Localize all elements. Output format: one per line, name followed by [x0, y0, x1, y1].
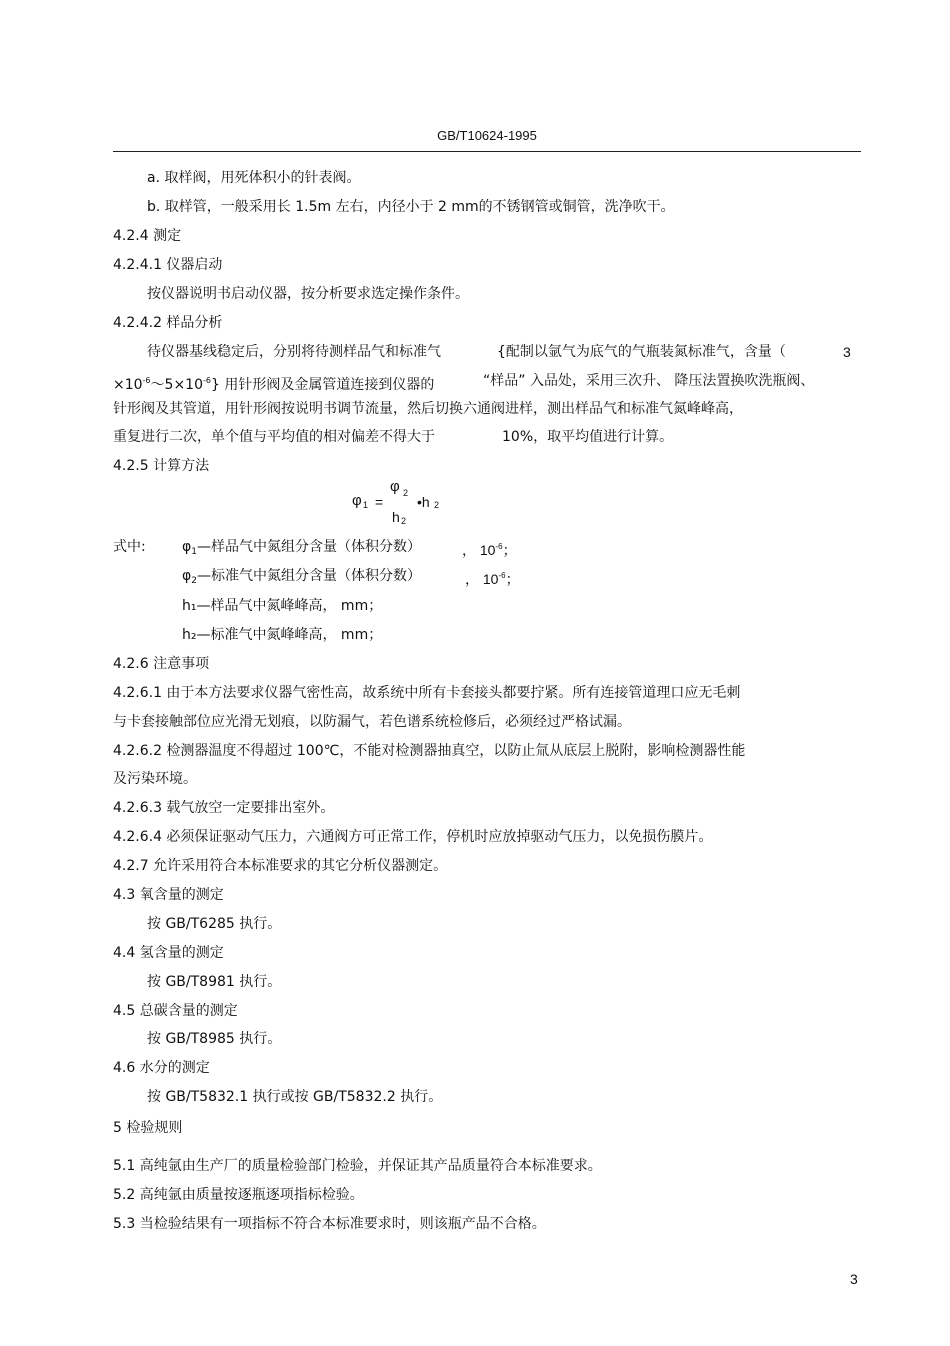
superscript: -6: [142, 376, 151, 385]
header-rule: [113, 151, 861, 152]
page-number: 3: [850, 1271, 858, 1287]
paragraph-4-2-6-3: 4.2.6.3 载气放空一定要排出室外。: [113, 800, 335, 816]
formula-denominator: h: [392, 509, 400, 525]
section-4-2-4-2-heading: 4.2.4.2 样品分析: [113, 315, 223, 331]
section-4-4-heading: 4.4 氢含量的测定: [113, 945, 224, 961]
document-header-id: GB/T10624-1995: [437, 128, 537, 143]
paragraph-4-2-7: 4.2.7 允许采用符合本标准要求的其它分析仪器测定。: [113, 858, 448, 874]
text-fragment: ×10: [113, 377, 143, 393]
where-label: 式中:: [113, 539, 146, 555]
formula-multiplier: •h: [417, 494, 430, 510]
paragraph-5-1: 5.1 高纯氩由生产厂的质量检验部门检验，并保证其产品质量符合本标准要求。: [113, 1158, 602, 1174]
paragraph-4-2-6-2-line2: 及污染环境。: [113, 771, 197, 787]
formula-multiplier-subscript: 2: [434, 500, 440, 510]
subscript: 2: [191, 576, 197, 586]
paragraph-4-2-6-1-line1: 4.2.6.1 由于本方法要求仪器气密性高，故系统中所有卡套接头都要拧紧。所有连接管道理口应无毛刺: [113, 685, 741, 701]
paragraph-instrument-start: 按仪器说明书启动仪器，按分析要求选定操作条件。: [147, 286, 469, 302]
paragraph-sample-analysis-part3: 3: [843, 344, 851, 360]
paragraph-4-4: 按 GB/T8981 执行。: [147, 974, 282, 990]
section-4-2-5-heading: 4.2.5 计算方法: [113, 458, 210, 474]
section-4-3-heading: 4.3 氧含量的测定: [113, 887, 224, 903]
superscript: -6: [202, 376, 211, 385]
definition-text: —标准气中氮组分含量（体积分数）: [196, 568, 421, 584]
formula-denominator-subscript: 2: [401, 516, 407, 526]
item-a-sampling-valve: a. 取样阀，用死体积小的针表阀。: [147, 170, 361, 186]
section-5-heading: 5 检验规则: [113, 1120, 183, 1136]
definition-phi1-unit: [462, 538, 517, 559]
text-fragment: ～5×10: [150, 377, 203, 393]
section-4-2-4-heading: 4.2.4 测定: [113, 228, 182, 244]
formula-numerator-symbol: φ: [390, 478, 400, 495]
paragraph-sample-analysis-line3: 针形阀及其管道，用针形阀按说明书调节流量，然后切换六通阀进样，测出样品气和标准气氮峰峰高，: [113, 401, 743, 417]
definition-text: —样品气中氮组分含量（体积分数）: [196, 539, 421, 555]
paragraph-sample-analysis-part1: 待仪器基线稳定后，分别将待测样品气和标准气: [147, 344, 441, 360]
paragraph-sample-analysis-line4b: 10%，取平均值进行计算。: [502, 429, 674, 445]
subscript: 1: [191, 547, 197, 557]
formula-equals: =: [375, 494, 384, 510]
formula-lhs-subscript: 1: [363, 500, 369, 510]
unit: ， 10: [465, 571, 499, 587]
superscript: -6: [498, 571, 506, 580]
paragraph-4-2-6-4: 4.2.6.4 必须保证驱动气压力，六通阀方可正常工作，停机时应放掉驱动气压力，以免损伤膜片。: [113, 829, 713, 845]
section-4-2-4-1-heading: 4.2.4.1 仪器启动: [113, 257, 223, 273]
paragraph-sample-analysis-line2b: “样品” 入品处，采用三次升、 降压法置换吹洗瓶阀、: [483, 373, 815, 389]
calculation-formula: [350, 478, 470, 528]
formula-numerator-subscript: 2: [403, 488, 409, 498]
definition-h2: h₂—标准气中氮峰峰高， mm；: [182, 627, 383, 643]
paragraph-sample-analysis-line2: [113, 372, 434, 394]
paragraph-4-3: 按 GB/T6285 执行。: [147, 916, 282, 932]
definition-phi1: [182, 538, 421, 561]
definition-phi2-unit: [465, 567, 520, 588]
section-4-5-heading: 4.5 总碳含量的测定: [113, 1003, 238, 1019]
definition-h1: h₁—样品气中氮峰峰高， mm；: [182, 598, 383, 614]
paragraph-4-2-6-1-line2: 与卡套接触部位应光滑无划痕，以防漏气，若色谱系统检修后，必须经过严格试漏。: [113, 714, 631, 730]
text-fragment: } 用针形阀及金属管道连接到仪器的: [210, 377, 435, 393]
paragraph-4-6: 按 GB/T5832.1 执行或按 GB/T5832.2 执行。: [147, 1089, 443, 1105]
punct: ；: [502, 542, 517, 558]
symbol: φ: [182, 539, 192, 555]
paragraph-sample-analysis-line4a: 重复进行二次，单个值与平均值的相对偏差不得大于: [113, 429, 435, 445]
punct: ；: [505, 571, 520, 587]
paragraph-sample-analysis-part2: {配制以氩气为底气的气瓶装氮标准气，含量（: [497, 344, 786, 360]
paragraph-5-2: 5.2 高纯氩由质量按逐瓶逐项指标检验。: [113, 1187, 364, 1203]
paragraph-5-3: 5.3 当检验结果有一项指标不符合本标准要求时，则该瓶产品不合格。: [113, 1216, 546, 1232]
item-b-sampling-tube: b. 取样管，一般采用长 1.5m 左右，内径小于 2 mm的不锈钢管或铜管，洗净吹干。: [147, 199, 675, 215]
definition-phi2: [182, 567, 421, 590]
paragraph-4-2-6-2-line1: 4.2.6.2 检测器温度不得超过 100℃，不能对检测器抽真空，以防止氚从底层上脱附，影响检测器性能: [113, 743, 746, 759]
paragraph-4-5: 按 GB/T8985 执行。: [147, 1031, 282, 1047]
superscript: -6: [495, 542, 503, 551]
section-4-2-6-heading: 4.2.6 注意事项: [113, 656, 210, 672]
symbol: φ: [182, 568, 192, 584]
unit: ， 10: [462, 542, 496, 558]
section-4-6-heading: 4.6 水分的测定: [113, 1060, 210, 1076]
formula-lhs-symbol: φ: [352, 492, 362, 509]
